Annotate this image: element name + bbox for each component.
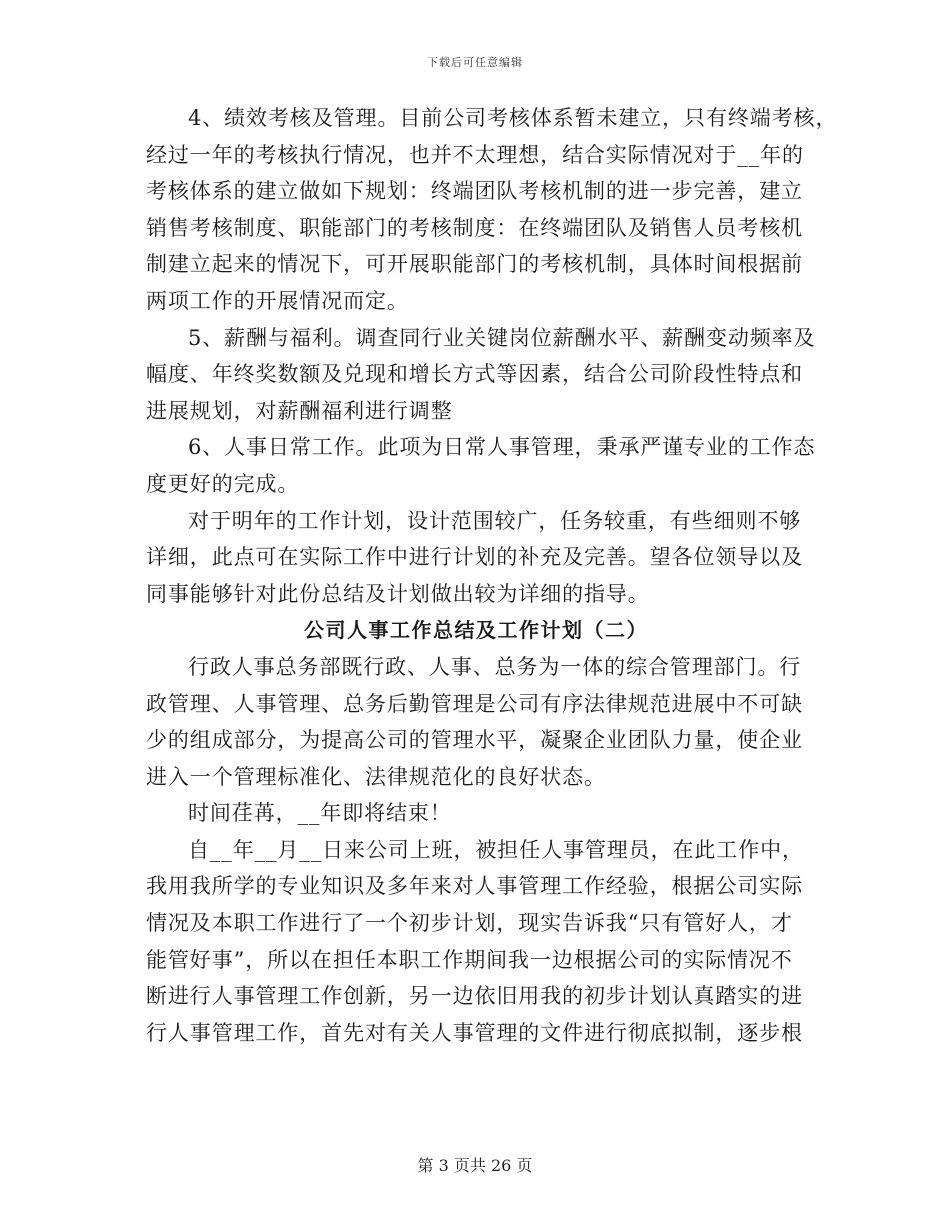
paragraph-line: 政管理、人事管理、总务后勤管理是公司有序法律规范进展中不可缺 — [146, 691, 803, 716]
paragraph-line: 情况及本职工作进行了一个初步计划，现实告诉我“只有管好人，才 — [146, 911, 793, 936]
paragraph-line: 进展规划，对薪酬福利进行调整 — [146, 398, 453, 423]
paragraph-line: 能管好事”，所以在担任本职工作期间我一边根据公司的实际情况不 — [146, 947, 793, 972]
paragraph-line: 同事能够针对此份总结及计划做出较为详细的指导。 — [146, 581, 650, 606]
paragraph-line: 时间荏苒，__年即将结束！ — [188, 801, 452, 826]
paragraph-line: 6、人事日常工作。此项为日常人事管理，秉承严谨专业的工作态 — [188, 435, 816, 460]
page-header: 下载后可任意编辑 — [427, 56, 523, 69]
section-heading: 公司人事工作总结及工作计划（二） — [304, 618, 648, 643]
paragraph-line: 制建立起来的情况下，可开展职能部门的考核机制，具体时间根据前 — [146, 252, 803, 277]
document-body — [146, 100, 838, 1051]
paragraph-line: 幅度、年终奖数额及兑现和增长方式等因素，结合公司阶段性特点和 — [146, 362, 803, 387]
page-number: 第 3 页共 26 页 — [417, 1156, 533, 1175]
paragraph-line: 行政人事总务部既行政、人事、总务为一体的综合管理部门。行 — [188, 654, 802, 679]
paragraph-line: 考核体系的建立做如下规划：终端团队考核机制的进一步完善，建立 — [146, 179, 803, 204]
paragraph-line: 两项工作的开展情况而定。 — [146, 288, 409, 313]
paragraph-line: 销售考核制度、职能部门的考核制度：在终端团队及销售人员考核机 — [146, 215, 803, 240]
paragraph-line: 我用我所学的专业知识及多年来对人事管理工作经验，根据公司实际 — [146, 874, 803, 899]
paragraph-line: 度更好的完成。 — [146, 471, 300, 496]
paragraph-line: 行人事管理工作，首先对有关人事管理的文件进行彻底拟制，逐步根 — [146, 1020, 803, 1045]
paragraph-line: 自__年__月__日来公司上班，被担任人事管理员，在此工作中， — [188, 837, 804, 862]
paragraph-line: 断进行人事管理工作创新，另一边依旧用我的初步计划认真踏实的进 — [146, 984, 803, 1009]
paragraph-line: 详细，此点可在实际工作中进行计划的补充及完善。望各位领导以及 — [146, 545, 803, 570]
paragraph-line: 进入一个管理标准化、法律规范化的良好状态。 — [146, 764, 606, 789]
paragraph-line: 5、薪酬与福利。调查同行业关键岗位薪酬水平、薪酬变动频率及 — [188, 325, 816, 350]
paragraph-line: 4、绩效考核及管理。目前公司考核体系暂未建立，只有终端考核， — [188, 106, 838, 130]
paragraph-line: 少的组成部分，为提高公司的管理水平，凝聚企业团队力量，使企业 — [146, 728, 803, 753]
paragraph-line: 对于明年的工作计划，设计范围较广，任务较重，有些细则不够 — [188, 508, 802, 533]
paragraph-line: 经过一年的考核执行情况，也并不太理想，结合实际情况对于__年的 — [146, 142, 804, 167]
